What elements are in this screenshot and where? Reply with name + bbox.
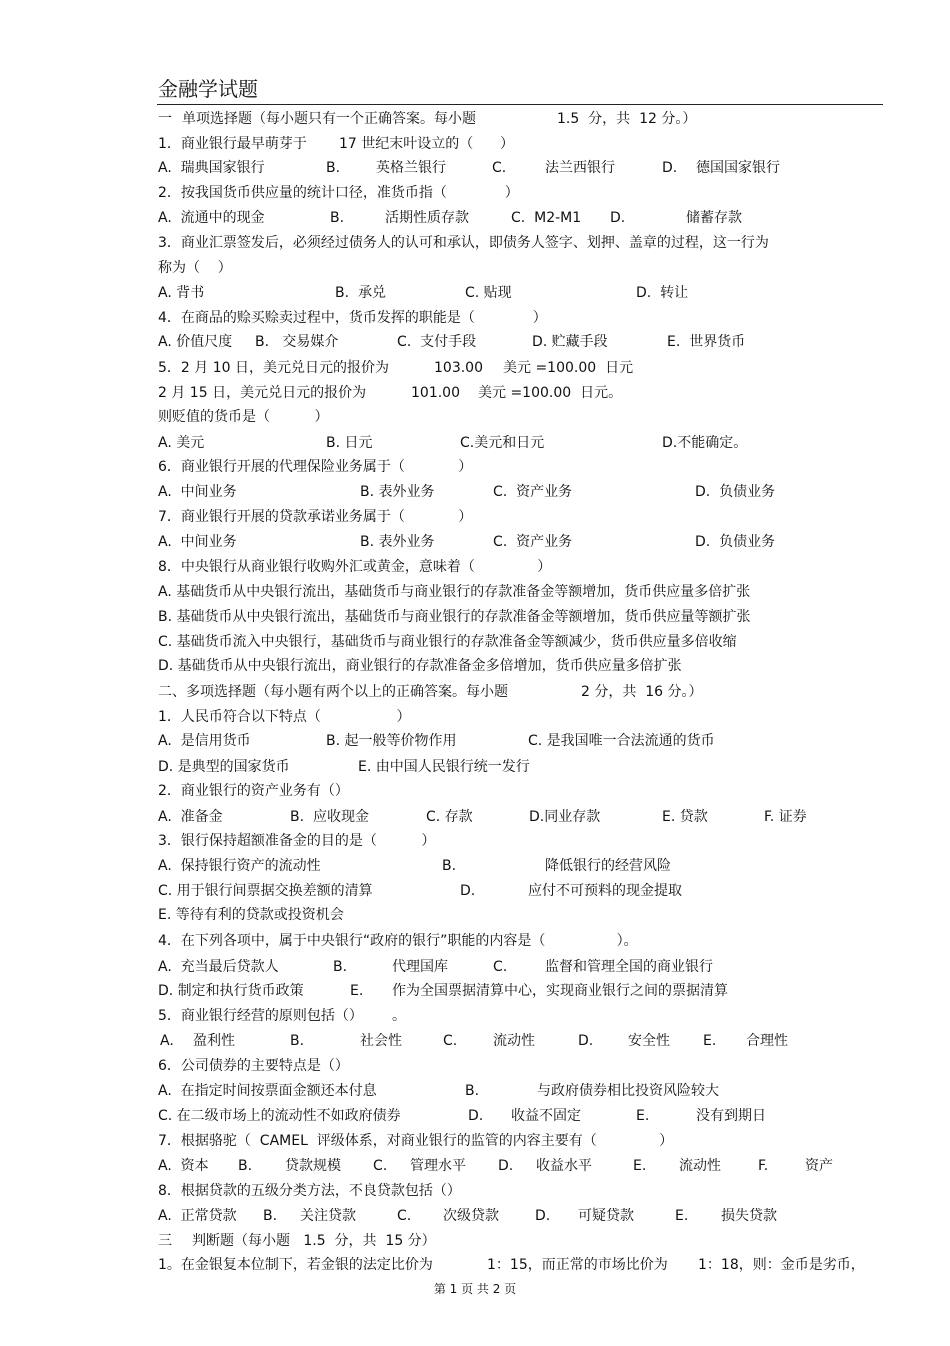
text-segment: 三 [158, 1233, 172, 1249]
text-segment: 代理国库 [392, 959, 448, 975]
text-segment: D. [610, 210, 626, 226]
text-segment: B. [330, 210, 345, 226]
text-segment: 4．在下列各项中，属于中央银行“政府的银行”职能的内容是（ ）。 [158, 933, 638, 949]
text-segment: D. [498, 1158, 514, 1174]
text-segment: 二、多项选择题（每小题有两个以上的正确答案。每小题 [158, 684, 508, 700]
text-segment: D.同业存款 [529, 809, 601, 825]
text-segment: F. [758, 1158, 769, 1174]
text-segment: D. 负债业务 [695, 484, 776, 500]
text-segment: D.不能确定。 [662, 435, 748, 451]
text-segment: 贷款规模 [285, 1158, 341, 1174]
text-line [0, 855, 950, 877]
text-segment: B. 表外业务 [360, 534, 435, 550]
text-line [0, 631, 950, 653]
text-segment: 7．商业银行开展的贷款承诺业务属于（ ） [158, 509, 473, 525]
text-segment: D. [578, 1033, 594, 1049]
text-segment: C. 在二级市场上的流动性不如政府债券 [158, 1108, 401, 1124]
text-segment: 1．商业银行最早萌芽于 [158, 136, 307, 152]
text-segment: 英格兰银行 [376, 160, 446, 176]
text-segment: A. 瑞典国家银行 [158, 160, 265, 176]
text-line [0, 108, 950, 130]
text-line [0, 1105, 950, 1127]
text-segment: 社会性 [360, 1033, 402, 1049]
text-line [0, 681, 950, 703]
text-line [0, 980, 950, 1002]
text-segment: A. [160, 1033, 174, 1049]
text-line [0, 606, 950, 628]
text-segment: E. 贷款 [662, 809, 708, 825]
text-line [0, 956, 950, 978]
text-segment: A. 正常贷款 [158, 1208, 237, 1224]
text-line [0, 232, 950, 254]
text-segment: B. [333, 959, 348, 975]
text-line [0, 556, 950, 578]
text-segment: D. [662, 160, 678, 176]
text-segment: A. 中间业务 [158, 484, 237, 500]
text-segment: 收益不固定 [511, 1108, 581, 1124]
text-segment: 收益水平 [536, 1158, 592, 1174]
text-segment: 管理水平 [410, 1158, 466, 1174]
text-segment: A. 价值尺度 [158, 334, 233, 350]
text-segment: 判断题（每小题 1.5 分，共 15 分） [192, 1233, 436, 1249]
text-segment: D. 贮藏手段 [532, 334, 608, 350]
text-line [0, 830, 950, 852]
text-segment: C. [443, 1033, 458, 1049]
text-segment: 流动性 [679, 1158, 721, 1174]
text-line [0, 357, 950, 379]
text-segment: 8．根据贷款的五级分类方法，不良贷款包括（） [158, 1183, 461, 1199]
text-segment: 8．中央银行从商业银行收购外汇或黄金，意味着（ ） [158, 559, 552, 575]
text-segment: D. [535, 1208, 551, 1224]
text-segment: 103.00 [434, 360, 483, 376]
text-segment: 4．在商品的赊买赊卖过程中，货币发挥的职能是（ ） [158, 310, 547, 326]
text-segment: 关注贷款 [300, 1208, 356, 1224]
text-line [0, 531, 950, 553]
text-segment: D. [460, 883, 476, 899]
text-line [0, 133, 950, 155]
text-segment: C. 资产业务 [493, 534, 573, 550]
text-line [0, 406, 950, 428]
text-segment: 监督和管理全国的商业银行 [545, 959, 713, 975]
text-segment: 没有到期日 [696, 1108, 766, 1124]
text-segment: C. 支付手段 [397, 334, 477, 350]
text-segment: A. 流通中的现金 [158, 210, 265, 226]
text-segment: A. 美元 [158, 435, 205, 451]
document-title: 金融学试题 [158, 77, 258, 101]
text-line [0, 282, 950, 304]
text-segment: 。 [392, 1008, 406, 1024]
text-line [0, 730, 950, 752]
text-segment: C. [373, 1158, 388, 1174]
text-segment: 安全性 [628, 1033, 670, 1049]
text-segment: 2．按我国货币供应量的统计口径，准货币指（ ） [158, 185, 519, 201]
text-segment: 6．商业银行开展的代理保险业务属于（ ） [158, 459, 473, 475]
text-segment: 一 [158, 111, 172, 127]
text-segment: A. 准备金 [158, 809, 223, 825]
text-segment: B. [263, 1208, 278, 1224]
text-segment: D. 负债业务 [695, 534, 776, 550]
text-line [0, 157, 950, 179]
text-segment: E. 世界货币 [667, 334, 746, 350]
text-segment: 合理性 [746, 1033, 788, 1049]
text-segment: B. 表外业务 [360, 484, 435, 500]
text-segment: D. 是典型的国家货币 [158, 759, 290, 775]
text-segment: 次级贷款 [443, 1208, 499, 1224]
text-segment: B. [442, 858, 457, 874]
text-segment: B. 应收现金 [290, 809, 369, 825]
text-segment: C. [492, 160, 507, 176]
text-segment: 美元 =100.00 日元 [503, 360, 634, 376]
text-segment: A. 保持银行资产的流动性 [158, 858, 321, 874]
text-line [0, 331, 950, 353]
text-segment: C. [493, 959, 508, 975]
text-segment: A. 在指定时间按票面金额还本付息 [158, 1083, 377, 1099]
text-line [0, 655, 950, 677]
text-line [0, 1155, 950, 1177]
text-segment: A. 是信用货币 [158, 733, 251, 749]
text-line [0, 307, 950, 329]
text-segment: C.美元和日元 [460, 435, 545, 451]
text-segment: B. 承兑 [335, 285, 386, 301]
text-segment: 5．商业银行经营的原则包括（） [158, 1008, 363, 1024]
text-line [0, 1005, 950, 1027]
text-line [0, 481, 950, 503]
text-line [0, 1205, 950, 1227]
text-line [0, 1055, 950, 1077]
text-line [0, 780, 950, 802]
text-segment: 1：15，而正常的市场比价为 [487, 1257, 668, 1273]
text-segment: E. [703, 1033, 717, 1049]
text-segment: A. 背书 [158, 285, 205, 301]
page-footer: 第 1 页 共 2 页 [433, 1282, 517, 1296]
text-segment: 5．2 月 10 日，美元兑日元的报价为 [158, 360, 389, 376]
text-segment: 1．人民币符合以下特点（ ） [158, 709, 411, 725]
text-line [0, 904, 950, 926]
text-segment: B. 交易媒介 [255, 334, 339, 350]
text-segment: 称为（ ） [158, 260, 232, 276]
text-segment: 降低银行的经营风险 [545, 858, 671, 874]
text-segment: B. 日元 [326, 435, 373, 451]
text-segment: 6．公司债券的主要特点是（） [158, 1058, 349, 1074]
text-segment: C. 资产业务 [493, 484, 573, 500]
text-line [0, 880, 950, 902]
text-line [0, 257, 950, 279]
text-segment: 单项选择题（每小题只有一个正确答案。每小题 [182, 111, 476, 127]
text-segment: E. [350, 983, 364, 999]
text-segment: D. [468, 1108, 484, 1124]
text-segment: D. 制定和执行货币政策 [158, 983, 304, 999]
text-segment: 1：18，则：金币是劣币， [698, 1257, 865, 1273]
text-segment: 法兰西银行 [545, 160, 615, 176]
text-segment: A. 中间业务 [158, 534, 237, 550]
text-line [0, 1030, 950, 1052]
text-segment: C. M2-M1 [511, 210, 582, 226]
text-segment: D. 基础货币从中央银行流出，商业银行的存款准备金多倍增加，货币供应量多倍扩张 [158, 658, 682, 674]
text-segment: E. [636, 1108, 650, 1124]
text-line [0, 756, 950, 778]
text-segment: B. [465, 1083, 480, 1099]
text-segment: 3．银行保持超额准备金的目的是（ ） [158, 833, 436, 849]
text-line [0, 930, 950, 952]
text-line [0, 1254, 950, 1276]
text-segment: 2 月 15 日，美元兑日元的报价为 [158, 385, 367, 401]
title-divider [157, 104, 883, 105]
text-segment: B. [326, 160, 341, 176]
text-line [0, 1180, 950, 1202]
text-line [0, 207, 950, 229]
text-segment: 可疑贷款 [578, 1208, 634, 1224]
text-segment: B. 起一般等价物作用 [326, 733, 457, 749]
text-segment: C. 用于银行间票据交换差额的清算 [158, 883, 373, 899]
text-segment: E. 由中国人民银行统一发行 [358, 759, 530, 775]
text-segment: C. 基础货币流入中央银行，基础货币与商业银行的存款准备金等额减少，货币供应量多倍收缩 [158, 634, 737, 650]
text-segment: 1。在金银复本位制下，若金银的法定比价为 [158, 1257, 433, 1273]
text-line [0, 806, 950, 828]
text-line [0, 432, 950, 454]
text-segment: E. 等待有利的贷款或投资机会 [158, 907, 344, 923]
text-segment: 盈利性 [193, 1033, 235, 1049]
text-segment: 应付不可预料的现金提取 [528, 883, 682, 899]
text-segment: 与政府债券相比投资风险较大 [537, 1083, 719, 1099]
text-line [0, 1130, 950, 1152]
text-segment: 储蓄存款 [686, 210, 742, 226]
text-line [0, 506, 950, 528]
text-segment: 17 世纪末叶设立的（ ） [339, 136, 514, 152]
text-segment: 2．商业银行的资产业务有（） [158, 783, 349, 799]
text-line [0, 456, 950, 478]
text-segment: B. 基础货币从中央银行流出，基础货币与商业银行的存款准备金等额增加，货币供应量等额扩张 [158, 609, 751, 625]
text-segment: C. 存款 [426, 809, 473, 825]
text-line [0, 382, 950, 404]
text-segment: D. 转让 [636, 285, 689, 301]
text-segment: C. 贴现 [465, 285, 512, 301]
text-segment: 活期性质存款 [385, 210, 469, 226]
text-segment: C. [397, 1208, 412, 1224]
text-segment: 流动性 [493, 1033, 535, 1049]
text-line [0, 182, 950, 204]
text-segment: 101.00 [411, 385, 460, 401]
text-segment: C. 是我国唯一合法流通的货币 [528, 733, 715, 749]
text-segment: 美元 =100.00 日元。 [478, 385, 623, 401]
text-segment: 2 分，共 16 分。） [581, 684, 703, 700]
text-line [0, 581, 950, 603]
text-segment: A. 资本 [158, 1158, 209, 1174]
text-segment: E. [675, 1208, 689, 1224]
text-segment: 德国国家银行 [696, 160, 780, 176]
text-segment: 作为全国票据清算中心，实现商业银行之间的票据清算 [392, 983, 728, 999]
text-line [0, 706, 950, 728]
text-segment: E. [633, 1158, 647, 1174]
text-segment: B. [290, 1033, 305, 1049]
text-segment: 资产 [805, 1158, 833, 1174]
text-segment: 损失贷款 [721, 1208, 777, 1224]
text-segment: 1.5 分，共 12 分。） [557, 111, 697, 127]
text-segment: F. 证券 [764, 809, 807, 825]
text-segment: 7．根据骆驼（ CAMEL 评级体系，对商业银行的监管的内容主要有（ ） [158, 1133, 674, 1149]
text-segment: 则贬值的货币是（ ） [158, 409, 329, 425]
text-segment: A. 基础货币从中央银行流出，基础货币与商业银行的存款准备金等额增加，货币供应量多倍扩张 [158, 584, 751, 600]
text-segment: A. 充当最后贷款人 [158, 959, 279, 975]
text-segment: 3．商业汇票签发后，必须经过债务人的认可和承认，即债务人签字、划押、盖章的过程，这一行为 [158, 235, 769, 251]
text-line [0, 1230, 950, 1252]
text-line [0, 1080, 950, 1102]
text-segment: B. [238, 1158, 253, 1174]
